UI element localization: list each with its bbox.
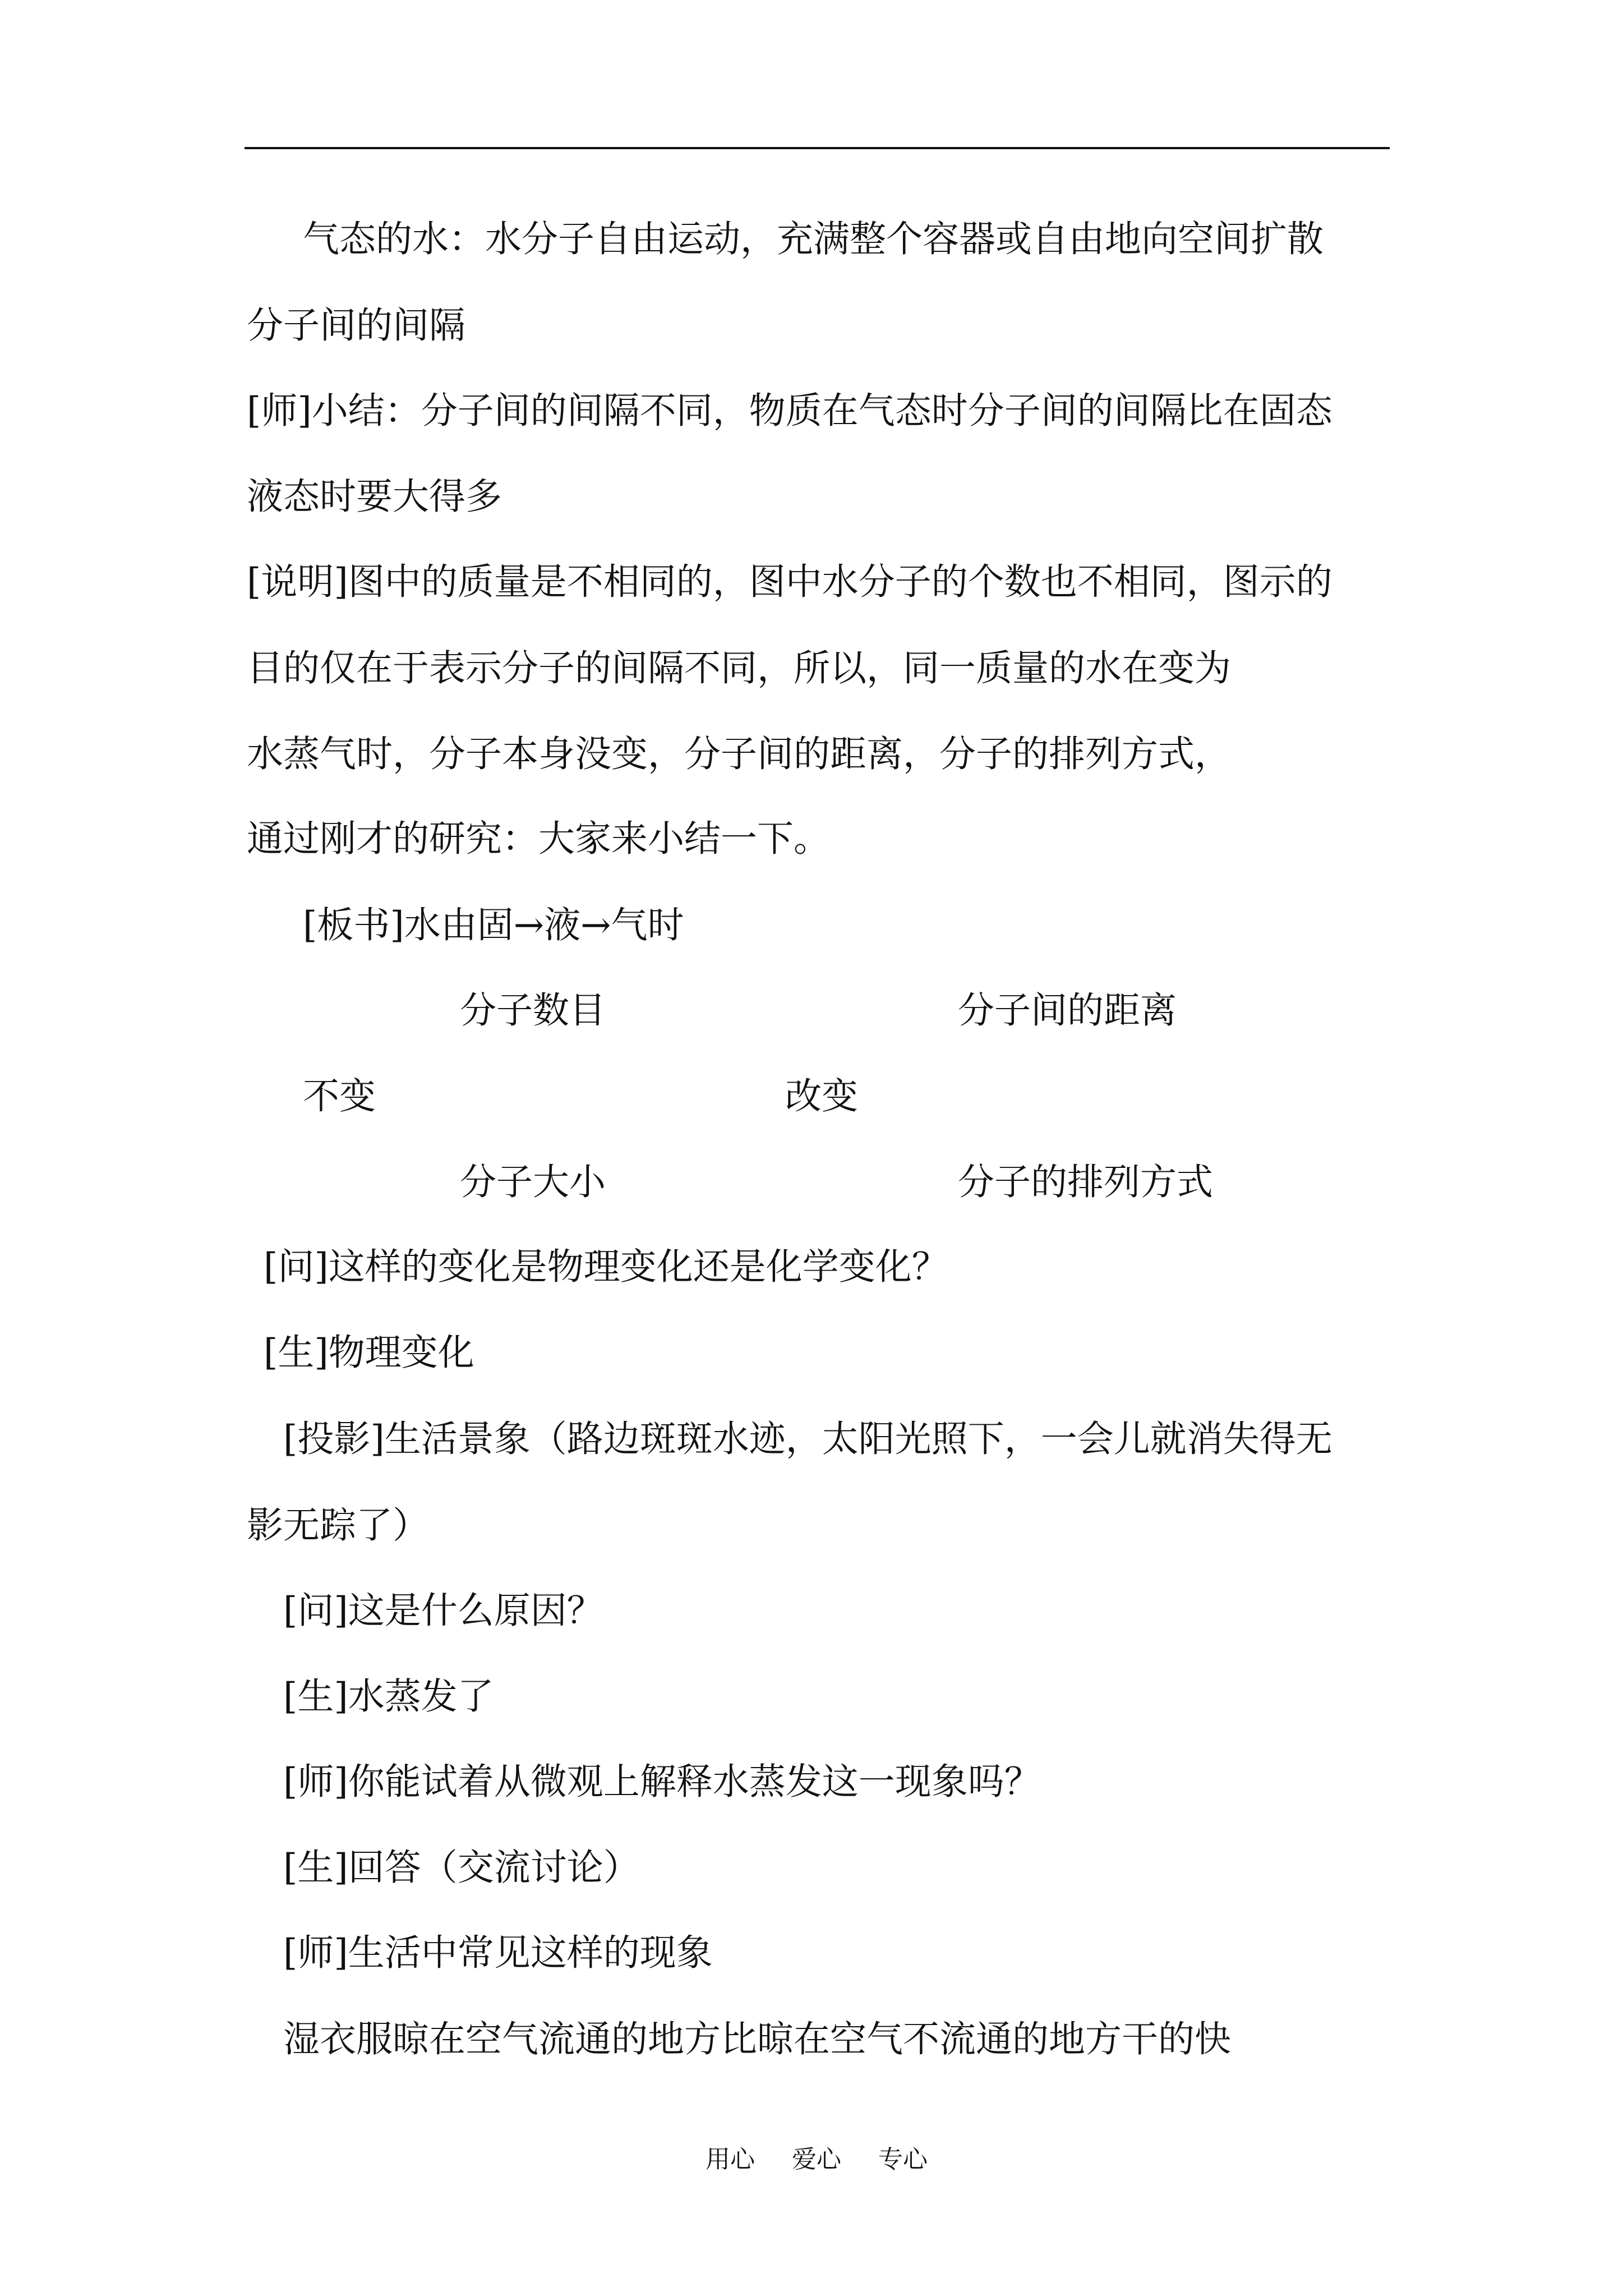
- paragraph-line: 气态的水：水分子自由运动，充满整个容器或自由地向空间扩散: [303, 218, 1324, 260]
- paragraph-line: 液态时要大得多: [247, 476, 502, 518]
- board-item-right-mid: 改变: [785, 1075, 859, 1117]
- paragraph-line: 水蒸气时，分子本身没变，分子间的距离，分子的排列方式，: [247, 733, 1232, 775]
- paragraph-line: [师]你能试着从微观上解释水蒸发这一现象吗？: [283, 1761, 1041, 1803]
- paragraph-line: [说明]图中的质量是不相同的，图中水分子的个数也不相同，图示的: [247, 561, 1332, 603]
- board-heading: [板书]水由固→液→气时: [303, 904, 684, 946]
- paragraph-line: 目的仅在于表示分子的间隔不同，所以，同一质量的水在变为: [247, 647, 1232, 689]
- footer-item: 爱心: [792, 2145, 841, 2174]
- paragraph-line: [生]水蒸发了: [283, 1676, 494, 1718]
- paragraph-line: [生]物理变化: [264, 1332, 474, 1374]
- footer-item: 专心: [878, 2145, 928, 2174]
- paragraph-line: [问]这是什么原因？: [283, 1590, 603, 1632]
- board-item-left-bottom: 分子大小: [460, 1161, 606, 1203]
- paragraph-line: 通过刚才的研究：大家来小结一下。: [247, 818, 831, 860]
- paragraph-line: [师]生活中常见这样的现象: [283, 1932, 713, 1974]
- paragraph-line: 湿衣服晾在空气流通的地方比晾在空气不流通的地方干的快: [283, 2018, 1232, 2060]
- paragraph-line: [投影]生活景象（路边斑斑水迹，太阳光照下，一会儿就消失得无: [283, 1418, 1332, 1460]
- paragraph-line: [问]这样的变化是物理变化还是化学变化？: [264, 1246, 948, 1288]
- paragraph-line: 影无踪了）: [247, 1504, 430, 1547]
- board-item-right-bottom: 分子的排列方式: [958, 1161, 1214, 1203]
- paragraph-line: [师]小结：分子间的间隔不同，物质在气态时分子间的间隔比在固态: [247, 390, 1332, 432]
- header-rule: [245, 147, 1390, 149]
- paragraph-line: 分子间的间隔: [247, 305, 466, 347]
- paragraph-line: [生]回答（交流讨论）: [283, 1847, 640, 1889]
- board-item-left-mid: 不变: [303, 1075, 376, 1117]
- board-item-left-top: 分子数目: [460, 990, 606, 1032]
- footer-item: 用心: [706, 2145, 755, 2174]
- board-item-right-top: 分子间的距离: [958, 990, 1177, 1032]
